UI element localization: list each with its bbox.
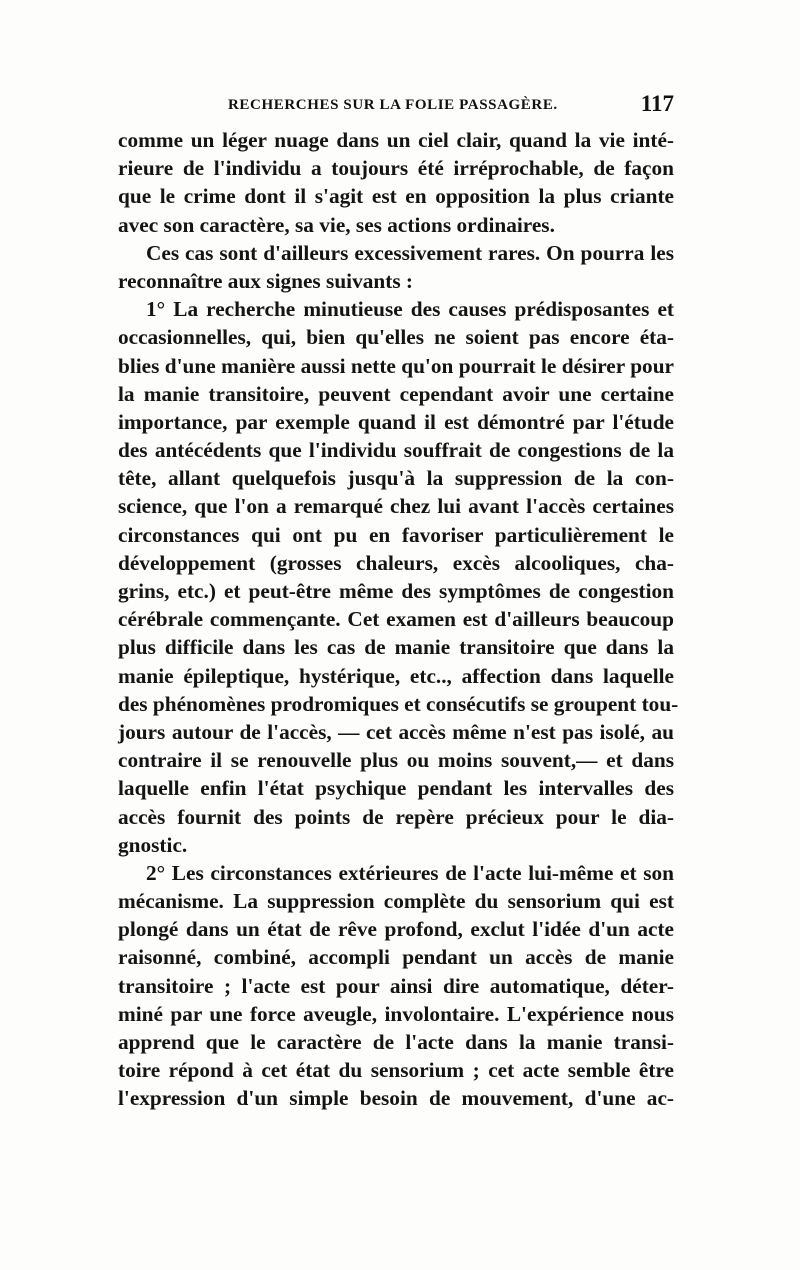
text-line: transitoire ; l'acte est pour ainsi dire automatique, déter- [118, 973, 674, 998]
text-line: des antécédents que l'individu souffrait de congestions de la [118, 438, 674, 463]
text-line: que le crime dont il s'agit est en opposition la plus criante [118, 184, 674, 209]
text-line: cérébrale commençante. Cet examen est d'ailleurs beaucoup [118, 607, 674, 632]
text-line: l'expression d'un simple besoin de mouvement, d'une ac- [118, 1086, 674, 1111]
text-line: gnostic. [118, 832, 188, 857]
text-line: reconnaître aux signes suivants : [118, 268, 414, 293]
text-line: contraire il se renouvelle plus ou moins souvent,— et dans [118, 748, 674, 773]
text-line: comme un léger nuage dans un ciel clair, quand la vie inté- [118, 128, 674, 152]
text-line: développement (grosses chaleurs, excès alcooliques, cha- [118, 550, 674, 575]
text-line: jours autour de l'accès, — cet accès même n'est pas isolé, au [118, 719, 674, 744]
text-line: des phénomènes prodromiques et consécutifs se groupent tou- [118, 691, 679, 716]
text-line: plongé dans un état de rêve profond, exclut l'idée d'un acte [118, 917, 674, 942]
text-line: grins, etc.) et peut-être même des symptômes de congestion [118, 579, 674, 603]
page-number: 117 [640, 91, 674, 116]
text-line: manie épileptique, hystérique, etc.., affection dans laquelle [118, 663, 674, 688]
body-text [118, 126, 679, 1113]
text-line: la manie transitoire, peuvent cependant avoir une certaine [118, 381, 674, 406]
text-line: science, que l'on a remarqué chez lui avant l'accès certaines [118, 494, 674, 519]
text-line: 2° Les circonstances extérieures de l'acte lui-même et son [146, 860, 674, 885]
text-line: importance, par exemple quand il est démontré par l'étude [118, 409, 674, 434]
running-title: RECHERCHES SUR LA FOLIE PASSAGÈRE. [228, 97, 558, 113]
text-line: accès fournit des points de repère précieux pour le dia- [118, 804, 674, 829]
text-line: mécanisme. La suppression complète du sensorium qui est [118, 889, 674, 914]
text-line: rieure de l'individu a toujours été irréprochable, de façon [118, 156, 674, 181]
text-line: 1° La recherche minutieuse des causes prédisposantes et [146, 297, 674, 322]
text-line: toire répond à cet état du sensorium ; cet acte semble être [118, 1058, 674, 1083]
text-line: circonstances qui ont pu en favoriser particulièrement le [118, 522, 674, 547]
text-line: occasionnelles, qui, bien qu'elles ne soient pas encore éta- [118, 325, 674, 350]
text-line: tête, allant quelquefois jusqu'à la suppression de la con- [118, 466, 674, 491]
text-line: laquelle enfin l'état psychique pendant les intervalles des [118, 776, 674, 801]
text-line: Ces cas sont d'ailleurs excessivement rares. On pourra les [146, 240, 674, 265]
text-line: apprend que le caractère de l'acte dans la manie transi- [118, 1030, 674, 1054]
text-line: avec son caractère, sa vie, ses actions ordinaires. [118, 212, 555, 237]
text-line: raisonné, combiné, accompli pendant un accès de manie [118, 945, 674, 970]
text-line: blies d'une manière aussi nette qu'on pourrait le désirer pour [118, 353, 674, 378]
text-line: plus difficile dans les cas de manie transitoire que dans la [118, 635, 674, 660]
text-line: miné par une force aveugle, involontaire. L'expérience nous [118, 1001, 674, 1026]
running-head [118, 93, 680, 123]
